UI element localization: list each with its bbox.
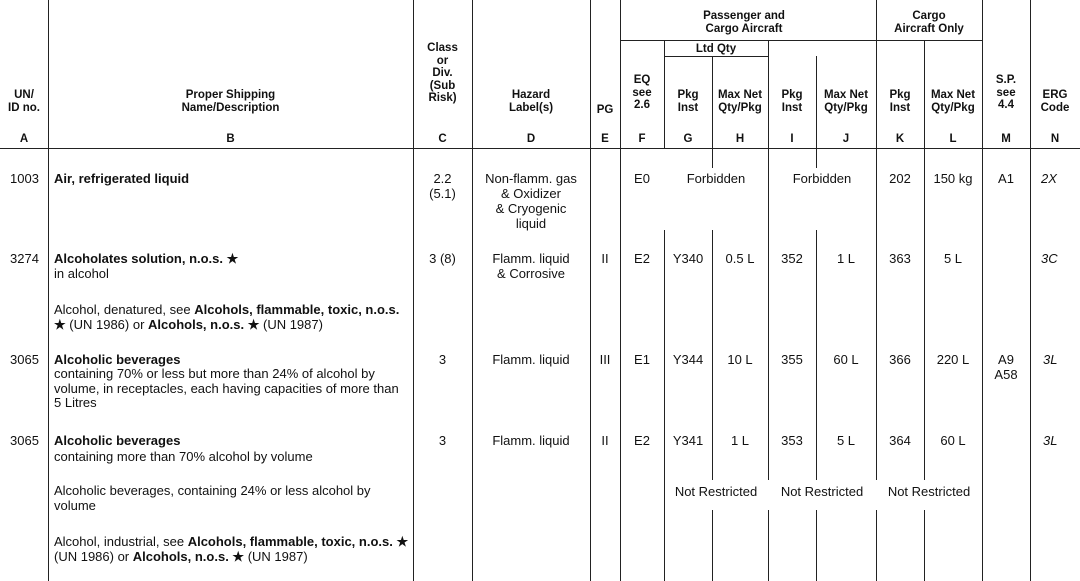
reference-text: Alcohol, denatured, see <box>54 302 195 317</box>
packing-group: II <box>601 433 609 448</box>
passenger-max-qty: 1 L <box>836 251 856 266</box>
ltd-max-qty: 0.5 L <box>725 251 755 266</box>
ltd-pkg-inst: Y341 <box>672 433 704 448</box>
body-divider-i-j <box>816 510 817 581</box>
proper-shipping-name: Alcoholic beverages <box>54 433 181 448</box>
body-divider-j-k <box>876 148 877 480</box>
eq-code: E0 <box>634 171 650 186</box>
proper-shipping-name: Alcoholic beverages <box>54 352 181 367</box>
special-provisions: A1 <box>998 171 1014 186</box>
cargo-max-qty: 60 L <box>940 433 966 448</box>
column-letter: B <box>226 133 235 145</box>
divider-c-d <box>472 0 473 581</box>
body-divider-h-i <box>768 510 769 581</box>
column-header-g: Pkg Inst <box>677 89 699 114</box>
column-letter: A <box>19 133 29 145</box>
hazard-label: Flamm. liquid <box>492 352 570 367</box>
name-description: containing 70% or less but more than 24% of alcohol by volume, in receptacles, each having capacities of more than 5 Litres <box>54 366 399 410</box>
name-description: in alcohol <box>54 266 109 281</box>
reference-name: Alcohols, flammable, toxic, n.o.s. ★ <box>54 302 400 332</box>
erg-code: 2X <box>1041 171 1057 186</box>
passenger-max-qty: 5 L <box>836 433 856 448</box>
column-letter: D <box>526 133 536 145</box>
body-divider-g-h <box>712 148 713 168</box>
reference-name: Alcohols, flammable, toxic, n.o.s. ★ <box>187 534 409 549</box>
proper-shipping-name: Alcoholic beverages, containing 24% or less alcohol by volume <box>54 483 371 513</box>
column-letter: I <box>790 133 794 145</box>
column-letter: C <box>438 133 447 145</box>
eq-code: E1 <box>634 352 650 367</box>
column-header-proper-shipping-name: Proper Shipping Name/Description <box>181 89 280 114</box>
hazard-label: Flamm. liquid & Corrosive <box>492 251 570 281</box>
cargo-not-restricted: Not Restricted <box>887 484 971 499</box>
column-letter: N <box>1050 133 1060 145</box>
cargo-pkg-inst: 363 <box>889 251 911 266</box>
proper-shipping-name: Alcoholates solution, n.o.s. ★ <box>54 251 239 266</box>
erg-code: 3L <box>1043 352 1058 367</box>
divider-a-b <box>48 0 49 581</box>
eq-code: E2 <box>634 251 650 266</box>
reference-text: Alcohol, industrial, see <box>54 534 188 549</box>
column-header-l: Max Net Qty/Pkg <box>930 89 976 114</box>
body-divider-k-l <box>924 148 925 480</box>
column-header-class: Class or Div. (Sub Risk) <box>427 42 458 104</box>
passenger-forbidden: Forbidden <box>792 171 852 186</box>
packing-group: II <box>601 251 609 266</box>
cargo-aircraft-only-header: Cargo Aircraft Only <box>894 10 964 35</box>
un-number: 3274 <box>10 251 39 266</box>
ltd-pkg-inst: Y344 <box>672 352 704 367</box>
passenger-max-qty: 60 L <box>833 352 859 367</box>
body-divider-h-i <box>768 148 769 480</box>
cargo-pkg-inst: 202 <box>889 171 911 186</box>
column-letter: F <box>638 133 646 145</box>
cargo-pkg-inst: 364 <box>889 433 911 448</box>
cross-reference-entry <box>54 303 414 332</box>
divider-d-e <box>590 0 591 581</box>
column-header-h: Max Net Qty/Pkg <box>717 89 763 114</box>
passenger-pkg-inst: 352 <box>781 251 803 266</box>
hazard-label: Flamm. liquid <box>492 433 570 448</box>
cargo-pkg-inst: 366 <box>889 352 911 367</box>
cross-reference-entry <box>54 535 414 564</box>
column-letter: M <box>1001 133 1011 145</box>
body-divider-k-l <box>924 510 925 581</box>
cargo-max-qty: 5 L <box>943 251 963 266</box>
ltd-qty-forbidden: Forbidden <box>686 171 746 186</box>
ltd-max-qty: 1 L <box>730 433 750 448</box>
passenger-not-restricted: Not Restricted <box>780 484 864 499</box>
column-header-sp: S.P. see 4.4 <box>995 74 1017 111</box>
header-bottom-rule <box>0 148 1080 149</box>
erg-code: 3L <box>1043 433 1058 448</box>
divider-m-n <box>1030 0 1031 581</box>
body-divider-f-g <box>664 230 665 581</box>
column-header-un-id: UN/ ID no. <box>8 89 40 114</box>
passenger-pkg-inst: 355 <box>781 352 803 367</box>
packing-group: III <box>599 352 611 367</box>
reference-name: Alcohols, n.o.s. ★ <box>132 548 245 564</box>
class-division: 2.2 (5.1) <box>429 171 456 201</box>
class-division: 3 (8) <box>429 251 456 266</box>
reference-text: (UN 1986) or <box>54 548 133 564</box>
cargo-max-qty: 150 kg <box>933 171 973 186</box>
cargo-max-qty: 220 L <box>936 352 970 367</box>
passenger-group-rule <box>620 40 982 41</box>
column-header-pg: PG <box>596 104 614 116</box>
column-letter: G <box>683 133 693 145</box>
column-header-i: Pkg Inst <box>781 89 803 114</box>
column-letter: E <box>601 133 609 145</box>
reference-text: (UN 1986) or <box>65 316 149 332</box>
reference-name: Alcohols, n.o.s. ★ <box>148 316 260 332</box>
special-provisions: A9 A58 <box>994 352 1018 382</box>
passenger-pkg-inst: 353 <box>781 433 803 448</box>
erg-code: 3C <box>1041 251 1058 266</box>
hazard-label: Non-flamm. gas & Oxidizer & Cryogenic liquid <box>485 171 577 231</box>
class-division: 3 <box>438 433 447 448</box>
un-number: 3065 <box>10 352 39 367</box>
name-description: containing more than 70% alcohol by volume <box>54 449 313 464</box>
column-header-j: Max Net Qty/Pkg <box>823 89 869 114</box>
body-divider-i-j <box>816 148 817 168</box>
reference-text: (UN 1987) <box>259 316 323 332</box>
proper-shipping-name: Air, refrigerated liquid <box>54 171 190 186</box>
passenger-cargo-aircraft-header: Passenger and Cargo Aircraft <box>703 10 785 35</box>
column-header-k: Pkg Inst <box>889 89 911 114</box>
column-letter: L <box>949 133 957 145</box>
column-header-hazard-labels: Hazard Label(s) <box>508 89 554 114</box>
column-header-erg: ERG Code <box>1040 89 1070 114</box>
eq-code: E2 <box>634 433 650 448</box>
un-number: 1003 <box>10 171 39 186</box>
column-letter: H <box>735 133 745 145</box>
body-divider-g-h <box>712 510 713 581</box>
reference-text: (UN 1987) <box>244 548 308 564</box>
ltd-pkg-inst: Y340 <box>672 251 704 266</box>
column-letter: K <box>895 133 905 145</box>
body-divider-j-k <box>876 510 877 581</box>
class-division: 3 <box>438 352 447 367</box>
ltd-qty-group-rule <box>664 56 768 57</box>
ltd-max-qty: 10 L <box>727 352 753 367</box>
column-letter: J <box>842 133 850 145</box>
un-number: 3065 <box>10 433 39 448</box>
ltd-qty-header: Ltd Qty <box>695 43 737 55</box>
column-header-eq: EQ see 2.6 <box>632 74 652 111</box>
ltd-qty-not-restricted: Not Restricted <box>674 484 758 499</box>
